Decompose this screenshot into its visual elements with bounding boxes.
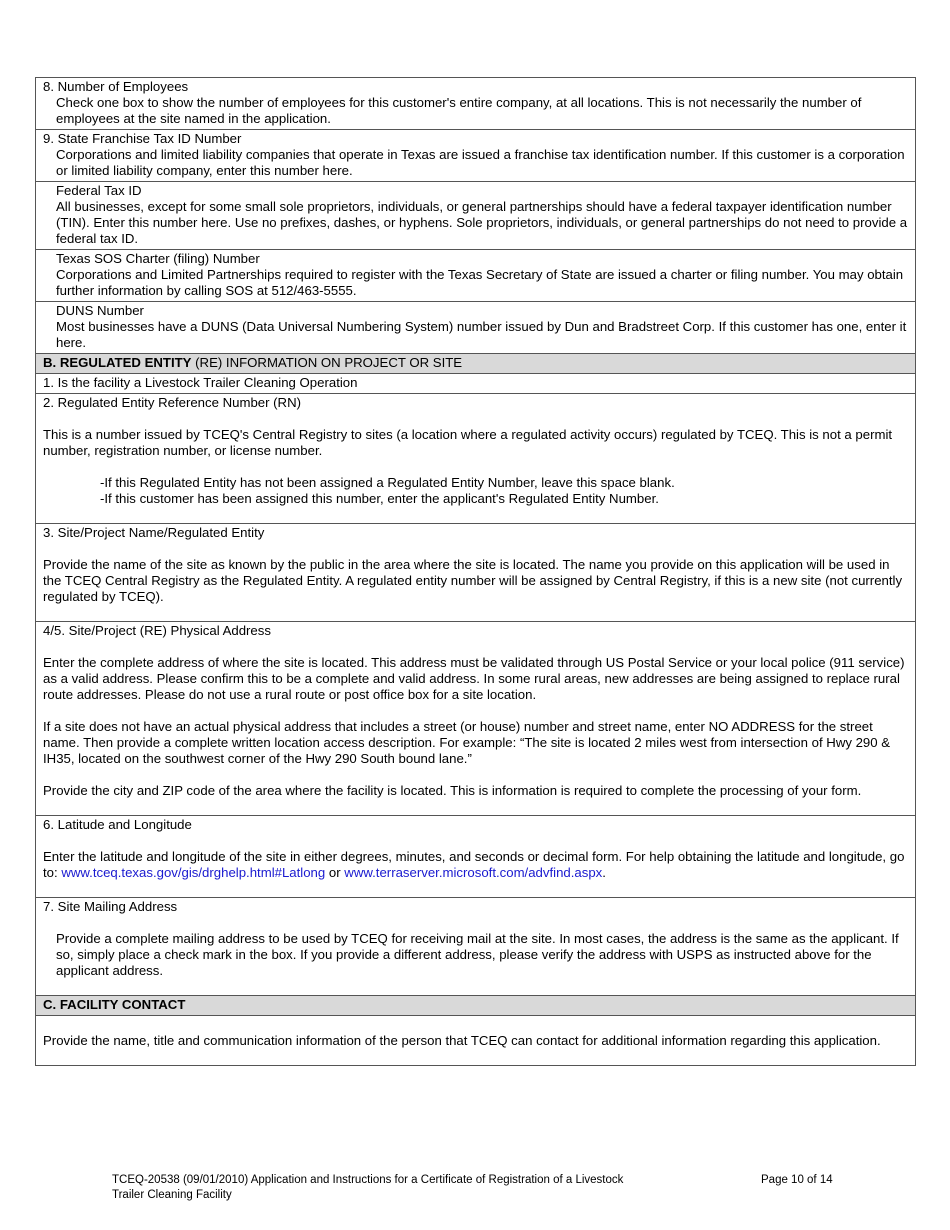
instructions-table [35,77,916,1066]
rn-title: 2. Regulated Entity Reference Number (RN) [43,395,301,410]
form-identifier: TCEQ-20538 (09/01/2010) Application and Instructions for a Certificate of Registration of a Livestock Trailer Cleaning Facility [112,1174,624,1201]
section-b-header-bold: B. REGULATED ENTITY [43,355,192,370]
section-b-header-rest: (RE) INFORMATION ON PROJECT OR SITE [191,355,463,370]
site-name-title: 3. Site/Project Name/Regulated Entity [43,525,265,540]
latlong-title: 6. Latitude and Longitude [43,817,192,832]
federal-row [36,181,915,249]
rn-bullet-1: -If this Regulated Entity has not been assigned a Regulated Entity Number, leave this space blank. [100,475,675,490]
employees-title: 8. Number of Employees [43,79,189,94]
address-p3: Provide the city and ZIP code of the area where the facility is located. This is information is required to complete the processing of your form. [43,783,862,798]
franchise-row [36,129,915,181]
terraserver-link[interactable]: www.terraserver.microsoft.com/advfind.aspx [344,865,603,880]
facility-contact-text: Provide the name, title and communication information of the person that TCEQ can contact for additional information regarding this application. [43,1033,881,1048]
latlong-text: Enter the latitude and longitude of the site in either degrees, minutes, and seconds or decimal form. For help obtaining the latitude and longitude, go to: www.tceq.texas.gov/gis/drghelp.html#Latlong or www.terraserver.microsoft.com/advfind.aspx. [43,849,905,880]
sos-row [36,249,915,301]
rn-text: This is a number issued by TCEQ's Central Registry to sites (a location where a regulated activity occurs) regulated by TCEQ. This is not a permit number, registration number, or license number. [43,427,893,458]
federal-text: All businesses, except for some small sole proprietors, individuals, or general partnerships should have a federal taxpayer identification number (TIN). Enter this number here. Use no prefixes, dashes, or hyphens. Sole proprietors, individuals, or general partnerships do not need to provide a federal tax ID. [56,199,908,246]
latlong-row [36,815,915,897]
mailing-row [36,897,915,995]
section-c-header-text: C. FACILITY CONTACT [43,997,186,1012]
mailing-text: Provide a complete mailing address to be used by TCEQ for receiving mail at the site. In most cases, the address is the same as the applicant. If so, simply place a check mark in the box. If you provide a different address, please verify the address with USPS as instructed above for the applicant address. [56,931,899,978]
address-title: 4/5. Site/Project (RE) Physical Address [43,623,271,638]
franchise-title: 9. State Franchise Tax ID Number [43,131,242,146]
employees-text: Check one box to show the number of employees for this customer's entire company, at all locations. This is not necessarily the number of employees at the site named in the application. [56,95,862,126]
address-p2: If a site does not have an actual physical address that includes a street (or house) number and street name, enter NO ADDRESS for the street name. Then provide a complete written location access description. For example: “The site is located 2 miles west from intersection of Hwy 290 & IH35, located on the southwest corner of the Hwy 290 South bound lane.” [43,719,891,766]
duns-title: DUNS Number [56,303,144,318]
livestock-question: 1. Is the facility a Livestock Trailer Cleaning Operation [43,375,358,390]
address-p1: Enter the complete address of where the site is located. This address must be validated through US Postal Service or your local police (911 service) as a valid address. Please confirm this to be a complete and valid address. In some rural areas, new addresses are being assigned to replace rural route addresses. Please do not use a rural route or post office box for a site location. [43,655,905,702]
livestock-question-row [36,373,915,393]
site-name-text: Provide the name of the site as known by the public in the area where the site is located. The name you provide on this application will be used in the TCEQ Central Registry as the Regulated Entity. A regulated entity number will be assigned by Central Registry, if this is a new site (not currently regulated by TCEQ). [43,557,903,604]
facility-contact-row [36,1015,915,1065]
mailing-title: 7. Site Mailing Address [43,899,178,914]
section-b-header [36,353,915,373]
rn-row [36,393,915,523]
sos-title: Texas SOS Charter (filing) Number [56,251,260,266]
franchise-text: Corporations and limited liability companies that operate in Texas are issued a franchise tax identification number. If this customer is a corporation or limited liability company, enter this number here. [56,147,905,178]
section-c-header [36,995,915,1015]
sos-text: Corporations and Limited Partnerships required to register with the Texas Secretary of State are issued a charter or filing number. You may obtain further information by calling SOS at 512/463-5555. [56,267,904,298]
address-row [36,621,915,815]
employees-row [36,78,915,129]
federal-title: Federal Tax ID [56,183,142,198]
duns-row [36,301,915,353]
tceq-gis-link[interactable]: www.tceq.texas.gov/gis/drghelp.html#Latlong [61,865,326,880]
page-number: Page 10 of 14 [761,1174,833,1186]
site-name-row [36,523,915,621]
rn-bullet-2: -If this customer has been assigned this number, enter the applicant's Regulated Entity Number. [100,491,659,506]
duns-text: Most businesses have a DUNS (Data Universal Numbering System) number issued by Dun and Bradstreet Corp. If this customer has one, enter it here. [56,319,907,350]
